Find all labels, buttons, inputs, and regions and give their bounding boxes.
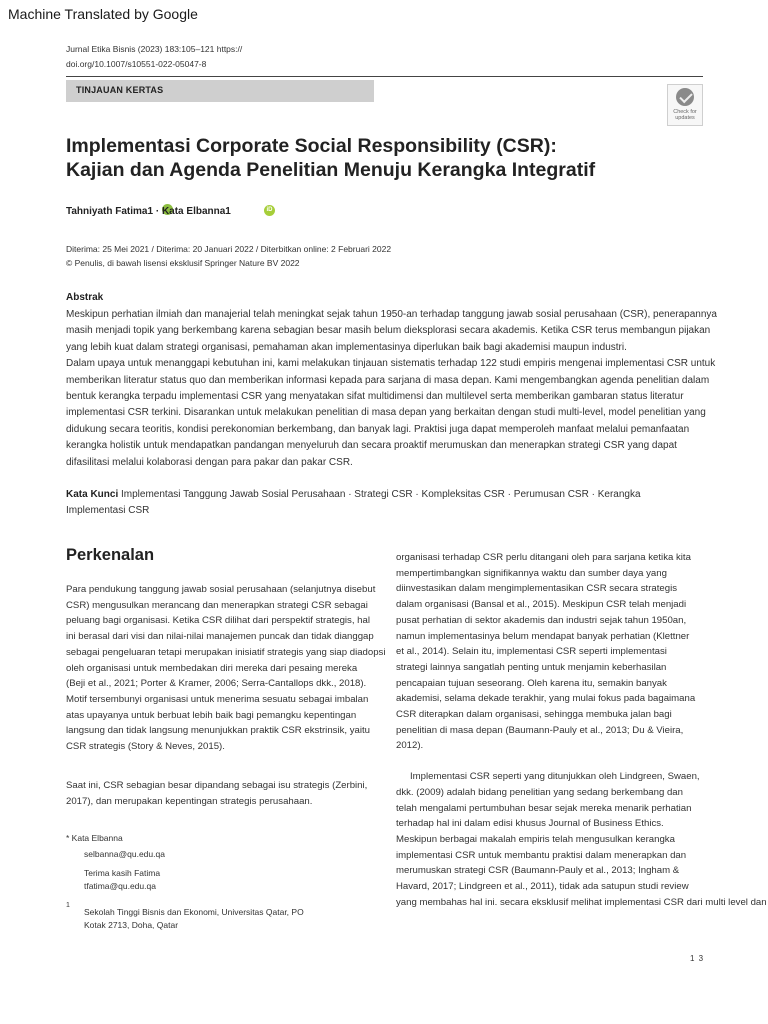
body-line: peluang bagi organisasi. Ketika CSR dilihat dari perspektif strategis, hal <box>66 615 370 627</box>
body-line: telah mengalami pertumbuhan besar sejak mereka menarik perhatian <box>396 802 692 814</box>
body-line: CSR diterapkan dalam organisasi, sehingga membuka jalan bagi <box>396 709 672 721</box>
body-line[interactable]: dalam organisasi (Bansal et al., 2015). Meskipun CSR telah menjadi <box>396 599 687 611</box>
header-rule <box>66 76 703 77</box>
affiliation-number: 1 <box>66 902 70 909</box>
abstract-line: bentuk kerangka terpadu implementasi CSR yang menyatakan sifat multidimensi dan multilevel serta memberikan gambaran status literatur <box>66 391 684 403</box>
abstract-line: kerangka holistik untuk mendapatkan pandangan menyeluruh dan secara proaktif merumuskan dan menerapkan strategi CSR yang dapat <box>66 440 677 452</box>
body-line[interactable]: et al., 2014). Selain itu, implementasi CSR seperti implementasi <box>396 646 667 658</box>
body-line: diinvestasikan dalam mengimplementasikan CSR secara strategis <box>396 583 678 595</box>
corresponding-author: * Kata Elbanna <box>66 833 123 843</box>
body-line: Motif tersembunyi organisasi untuk menerima sesuatu sebagai imbalan <box>66 693 369 705</box>
check-icon <box>676 88 694 106</box>
keywords-text-2: Implementasi CSR <box>66 505 150 516</box>
left-column-paragraph-1 <box>66 582 386 755</box>
body-line: pusat perhatian di sektor akademis dan industri sejak tahun 1950an, <box>396 614 687 626</box>
body-line: Saat ini, CSR sebagian besar dipandang sebagai isu strategis (Zerbini, <box>66 780 368 791</box>
abstract-line: Meskipun perhatian ilmiah dan manajerial telah meningkat sejak tahun 1950-an terhadap tanggung jawab sosial perusahaan (CSR), penerapannya <box>66 309 717 320</box>
abstract-line: didukung secara teoritis, kondisi perekonomian berkembang, dan banyak lagi. Praktisi juga dapat memperoleh manfaat melalui pemanfaatan <box>66 423 690 435</box>
article-type-label: TINJAUAN KERTAS <box>76 85 164 95</box>
body-line: mempertimbangkan signifikannya waktu dan sumber daya yang <box>396 567 667 579</box>
body-line: Meskipun berbagai makalah empiris telah mengusulkan kerangka <box>396 833 675 845</box>
title-line-1: Implementasi Corporate Social Responsibility (CSR): <box>66 135 557 157</box>
check-for-updates-badge[interactable] <box>667 84 703 126</box>
email-1[interactable]: selbanna@qu.edu.qa <box>84 849 165 859</box>
body-line: strategi lainnya sangatlah penting untuk menjamin keberhasilan <box>396 661 667 673</box>
body-line[interactable]: Havard, 2017; Lindgreen et al., 2011), tidak ada satupun studi review <box>396 881 689 893</box>
body-line[interactable]: 2012). <box>396 740 424 752</box>
body-line: terhadap hal ini dalam edisi khusus Journal of Business Ethics. <box>396 818 664 830</box>
journal-reference: Jurnal Etika Bisnis (2023) 183:105–121 https:// <box>66 44 243 54</box>
body-line: atas upayanya untuk berbuat lebih baik bagi pemangku kepentingan <box>66 709 357 721</box>
affiliation-line-1: Sekolah Tinggi Bisnis dan Ekonomi, Universitas Qatar, PO <box>84 907 304 917</box>
body-line: langsung dan tidak langsung menunjukkan praktik CSR ekstrinsik, yaitu <box>66 725 370 737</box>
body-line: organisasi terhadap CSR perlu ditangani oleh para sarjana ketika kita <box>396 552 691 563</box>
doi-line[interactable]: doi.org/10.1007/s10551-022-05047-8 <box>66 59 207 69</box>
keywords <box>66 487 666 519</box>
keywords-text: Implementasi Tanggung Jawab Sosial Perusahaan · Strategi CSR · Kompleksitas CSR · Perumusan CSR · Kerangka <box>118 489 641 500</box>
left-column-paragraph-2 <box>66 778 378 809</box>
email-2[interactable]: tfatima@qu.edu.qa <box>84 881 156 891</box>
abstract-line: implementasi CSR terkini. Disarankan untuk melakukan penelitian di masa depan yang berkaitan dengan studi multi-level, model penelitian yang <box>66 407 706 419</box>
body-line: Para pendukung tanggung jawab sosial perusahaan (selanjutnya disebut <box>66 584 376 595</box>
keywords-label: Kata Kunci <box>66 489 119 500</box>
body-line: sebagai pengeluaran tetapi merupakan inisiatif strategis yang siap diadopsi <box>66 646 386 658</box>
abstract-line: memberikan literatur status quo dan memberikan informasi kepada para sarjana di masa depan. Kami mengembangkan agenda penelitian dalam <box>66 374 710 386</box>
badge-text-2: updates <box>675 115 695 121</box>
abstract-body <box>66 307 717 471</box>
body-line[interactable]: 2017), dan merupakan kepentingan strategis perusahaan. <box>66 795 313 807</box>
badge-text-1: Check for <box>673 109 697 115</box>
abstract-line: masih menjadi topik yang berkembang karena sebagian besar masih belum dieksplorasi secara akademis. Ketika CSR terus membangun pijakan <box>66 325 711 337</box>
author-list: Tahniyath Fatima1 · Kata Elbanna1 <box>66 206 231 217</box>
abstract-line: Dalam upaya untuk menanggapi kebutuhan ini, kami melakukan tinjauan sistematis terhadap 122 studi empiris mengenai implementasi CSR untuk <box>66 358 716 370</box>
abstract-line: yang lebih kuat dalam strategi organisasi, pemahaman akan implementasinya diperlukan baik bagi akademisi maupun industri. <box>66 341 627 353</box>
abstract-line: difasilitasi melalui kolaborasi dengan para pakar dan pakar CSR. <box>66 456 353 468</box>
paragraph-gap <box>396 754 768 769</box>
body-line: oleh organisasi untuk membedakan diri mereka dari pesaing mereka <box>66 662 358 674</box>
body-line[interactable]: penelitian di masa depan (Baumann-Pauly et al., 2013; Du & Vieira, <box>396 724 684 736</box>
body-line: CSR) mengusulkan merancang dan menerapkan strategi CSR sebagai <box>66 599 368 611</box>
right-column <box>396 550 768 910</box>
body-line: Implementasi CSR seperti yang ditunjukkan oleh Lindgreen, Swaen, <box>410 771 700 783</box>
article-title <box>66 134 686 182</box>
body-line[interactable]: CSR strategis (Story & Neves, 2015). <box>66 741 225 753</box>
section-heading: Perkenalan <box>66 546 155 564</box>
body-line[interactable]: (Beji et al., 2021; Porter & Kramer, 2006; Serra-Cantallops dkk., 2018). <box>66 678 367 690</box>
page-number: 1 3 <box>690 954 705 963</box>
body-line[interactable]: dkk. (2009) adalah bidang penelitian yang sedang berkembang dan <box>396 786 683 798</box>
publication-dates: Diterima: 25 Mei 2021 / Diterima: 20 Januari 2022 / Diterbitkan online: 2 Februari 2022 <box>66 244 392 254</box>
machine-translated-banner: Machine Translated by Google <box>8 6 198 22</box>
title-line-2: Kajian dan Agenda Penelitian Menuju Kerangka Integratif <box>66 159 596 181</box>
orcid-icon[interactable]: iD <box>264 205 275 216</box>
affiliation-line-2: Kotak 2713, Doha, Qatar <box>84 920 179 930</box>
abstract-heading: Abstrak <box>66 292 104 303</box>
body-line: namun implementasinya belum mendapat banyak perhatian (Klettner <box>396 630 690 642</box>
body-line: pencapaian tujuan seseorang. Oleh karena itu, semakin banyak <box>396 677 667 689</box>
body-line: yang membahas hal ini. secara eksklusif melihat implementasi CSR dari multi level dan <box>396 896 767 908</box>
thanks-line: Terima kasih Fatima <box>84 868 161 878</box>
copyright-line: © Penulis, di bawah lisensi eksklusif Springer Nature BV 2022 <box>66 258 300 268</box>
body-line[interactable]: merumuskan strategi CSR (Baumann-Pauly et al., 2013; Ingham & <box>396 865 680 877</box>
body-line: ini berasal dari visi dan nilai-nilai manajemen puncak dan tidak dianggap <box>66 631 374 643</box>
body-line: implementasi CSR untuk membantu praktisi dalam menerapkan dan <box>396 849 687 861</box>
body-line: akademisi, selama dekade terakhir, yang mulai fokus pada bagaimana <box>396 693 696 705</box>
